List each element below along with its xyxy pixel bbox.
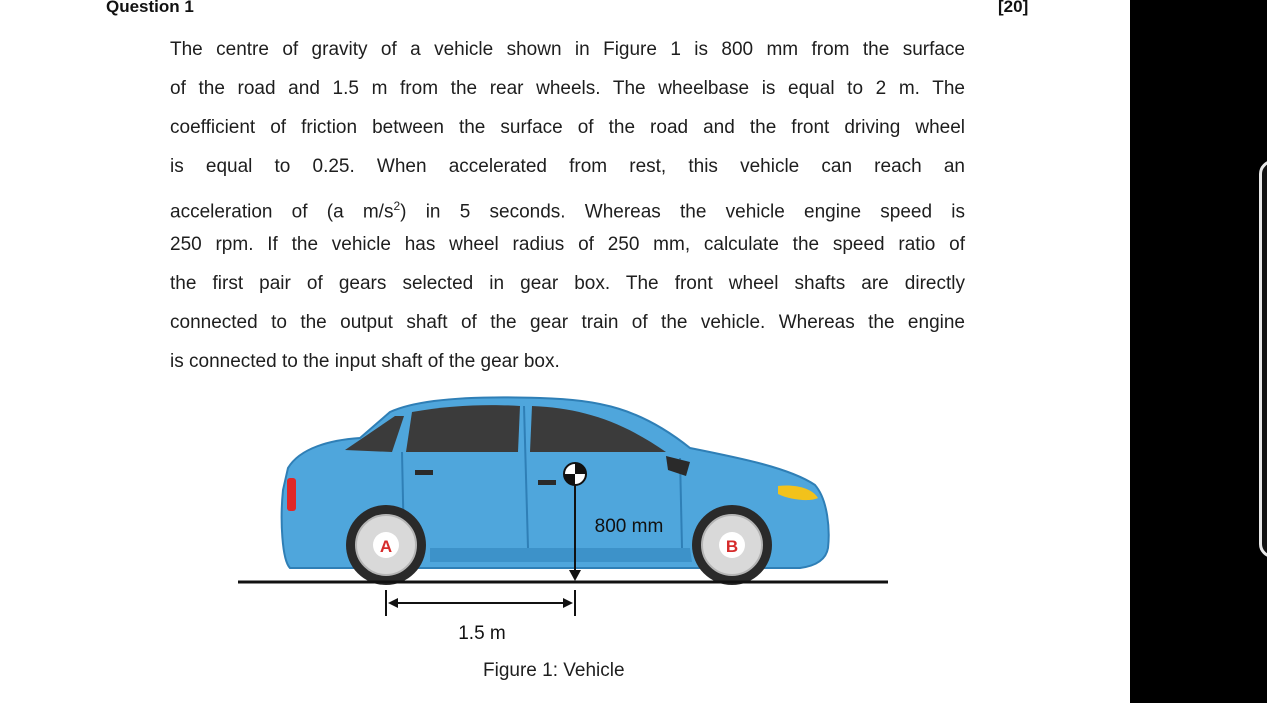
- line-text: acceleration of (a m/s: [170, 201, 394, 223]
- door-handle: [538, 480, 556, 485]
- question-title: Question 1: [106, 0, 194, 16]
- figure-caption: Figure 1: Vehicle: [483, 660, 625, 681]
- height-label: 800 mm: [594, 516, 664, 537]
- rear-wheel-label: A: [379, 537, 393, 556]
- front-wheel: [692, 505, 772, 585]
- paragraph-line: is connected to the input shaft of the gear box.: [170, 351, 560, 372]
- paragraph-line: 250 rpm. If the vehicle has wheel radius of 250 mm, calculate the speed ratio of: [170, 234, 965, 255]
- rear-wheel: [346, 505, 426, 585]
- door-handle: [415, 470, 433, 475]
- paragraph-line: connected to the output shaft of the gear train of the vehicle. Whereas the engine: [170, 312, 965, 333]
- paragraph-line: the first pair of gears selected in gear box. The front wheel shafts are directly: [170, 273, 965, 294]
- distance-arrowhead: [388, 598, 398, 608]
- tail-light: [287, 478, 296, 511]
- centre-of-gravity-icon: [564, 463, 586, 485]
- distance-label: 1.5 m: [458, 623, 506, 644]
- question-marks: [20]: [998, 0, 1029, 16]
- paragraph-line: is equal to 0.25. When accelerated from rest, this vehicle can reach an: [170, 156, 965, 177]
- superscript: 2: [393, 199, 401, 213]
- height-arrowhead: [569, 570, 581, 581]
- line-text: ) in 5 seconds. Whereas the vehicle engine speed is: [400, 201, 965, 223]
- rear-side-window: [406, 405, 520, 452]
- paragraph-line: The centre of gravity of a vehicle shown in Figure 1 is 800 mm from the surface: [170, 39, 965, 60]
- front-wheel-label: B: [725, 537, 739, 556]
- distance-arrowhead: [563, 598, 573, 608]
- paragraph-line: coefficient of friction between the surface of the road and the front driving wheel: [170, 117, 965, 138]
- paragraph-line: of the road and 1.5 m from the rear wheels. The wheelbase is equal to 2 m. The: [170, 78, 965, 99]
- rocker-panel: [430, 548, 692, 562]
- side-scroll-panel[interactable]: [1259, 160, 1267, 558]
